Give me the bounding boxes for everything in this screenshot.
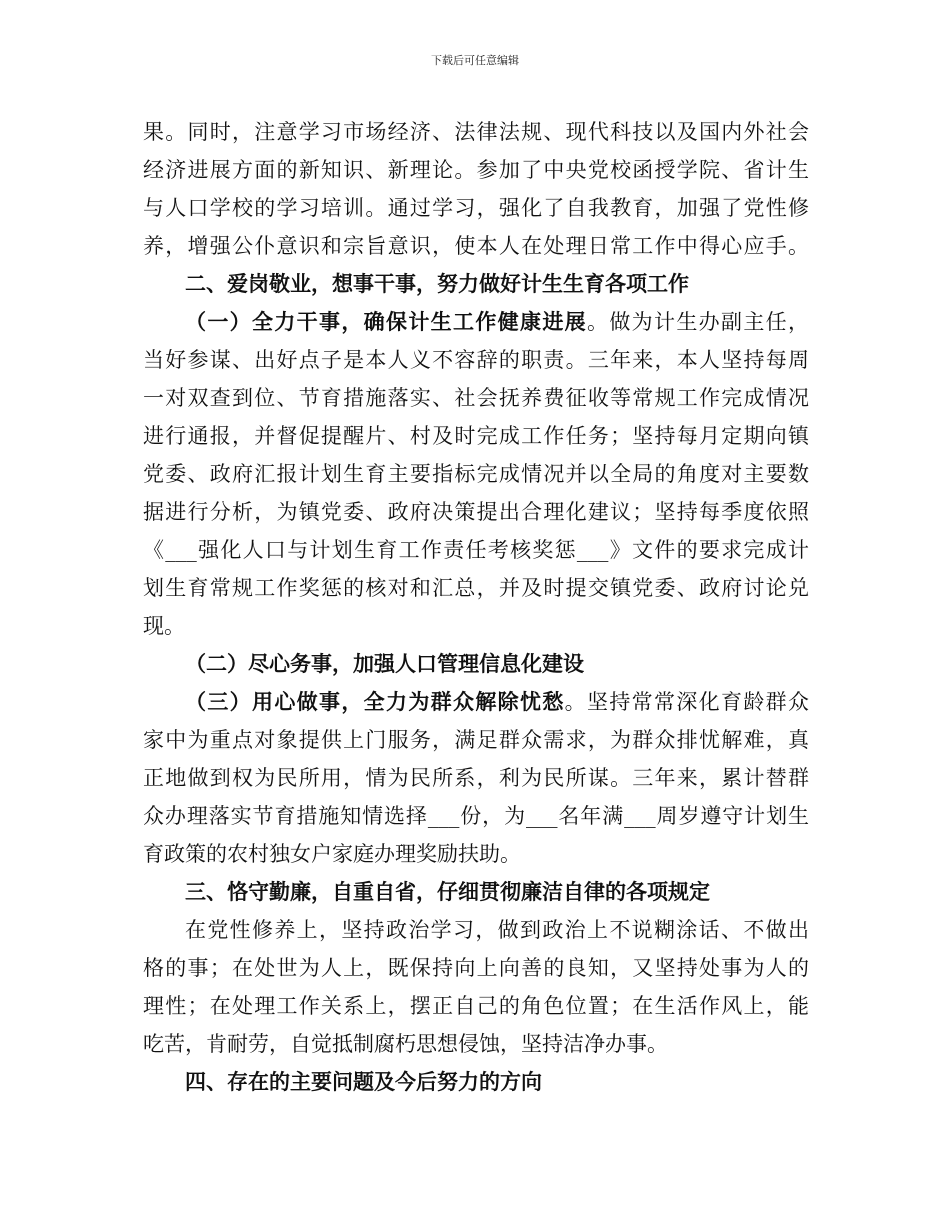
body-line: 在党性修养上，坚持政治学习，做到政治上不说糊涂话、不做出 — [185, 918, 809, 942]
document-body — [143, 113, 809, 1101]
subsection-3-lead: 。坚持常常深化育龄群众 — [564, 690, 810, 714]
body-line: 《___强化人口与计划生育工作责任考核奖惩___》文件的要求完成计 — [143, 538, 809, 562]
body-line: 经济进展方面的新知识、新理论。参加了中央党校函授学院、省计生 — [143, 158, 809, 182]
body-line: 理性；在处理工作关系上，摆正自己的角色位置；在生活作风上，能 — [143, 994, 809, 1018]
subsection-3-title: （三）用心做事，全力为群众解除忧愁 — [185, 689, 565, 714]
page-header: 下载后可任意编辑 — [431, 54, 519, 67]
body-line: 当好参谋、出好点子是本人义不容辞的职责。三年来，本人坚持每周 — [143, 348, 809, 372]
section-heading-2: 二、爱岗敬业，想事干事，努力做好计生生育各项工作 — [185, 271, 689, 296]
body-line: 家中为重点对象提供上门服务，满足群众需求，为群众排忧解难，真 — [143, 728, 809, 752]
body-line: 与人口学校的学习培训。通过学习，强化了自我教育，加强了党性修 — [143, 196, 809, 220]
body-line: 育政策的农村独女户家庭办理奖励扶助。 — [143, 842, 521, 866]
section-heading-3: 三、恪守勤廉，自重自省，仔细贯彻廉洁自律的各项规定 — [185, 879, 710, 904]
body-line: 现。 — [143, 614, 185, 638]
subsection-3-first-line — [143, 683, 809, 721]
subsection-1-title: （一）全力干事，确保计生工作健康进展 — [185, 309, 587, 334]
body-line: 众办理落实节育措施知情选择___份，为___名年满___周岁遵守计划生 — [143, 804, 809, 828]
body-line: 格的事；在处世为人上，既保持向上向善的良知，又坚持处事为人的 — [143, 956, 809, 980]
section-heading-4: 四、存在的主要问题及今后努力的方向 — [185, 1069, 542, 1094]
body-line: 一对双查到位、节育措施落实、社会抚养费征收等常规工作完成情况 — [143, 386, 809, 410]
body-line: 吃苦，肯耐劳，自觉抵制腐朽思想侵蚀，坚持洁净办事。 — [143, 1032, 668, 1056]
subsection-2-title: （二）尽心务事，加强人口管理信息化建设 — [185, 651, 584, 676]
subsection-1-lead: 。做为计生办副主任， — [587, 310, 809, 334]
body-line: 党委、政府汇报计划生育主要指标完成情况并以全局的角度对主要数 — [143, 462, 809, 486]
body-line: 养，增强公仆意识和宗旨意识，使本人在处理日常工作中得心应手。 — [143, 234, 809, 258]
subsection-1-first-line — [143, 303, 809, 341]
body-line: 进行通报，并督促提醒片、村及时完成工作任务；坚持每月定期向镇 — [143, 424, 809, 448]
body-line: 划生育常规工作奖惩的核对和汇总，并及时提交镇党委、政府讨论兑 — [143, 576, 809, 600]
body-line: 果。同时，注意学习市场经济、法律法规、现代科技以及国内外社会 — [143, 120, 809, 144]
body-line: 正地做到权为民所用，情为民所系，利为民所谋。三年来，累计替群 — [143, 766, 809, 790]
body-line: 据进行分析，为镇党委、政府决策提出合理化建议；坚持每季度依照 — [143, 500, 809, 524]
